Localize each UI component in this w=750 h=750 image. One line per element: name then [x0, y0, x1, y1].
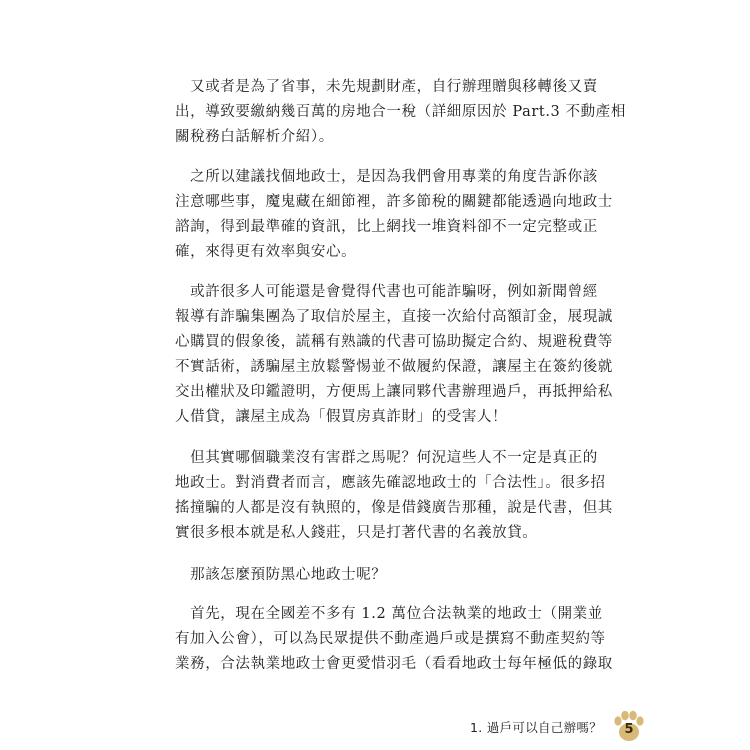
text-line: 注意哪些事，魔鬼藏在細節裡，許多節稅的關鍵都能透過向地政士: [175, 194, 613, 210]
text-line: 報導有詐騙集團為了取信於屋主，直接一次給付高額訂金，展現誠: [175, 309, 613, 325]
text-line: 不實話術，誘騙屋主放鬆警惕並不做履約保證，讓屋主在簽約後就: [175, 359, 613, 375]
text-line: 人借貸，讓屋主成為「假買房真詐財」的受害人！: [175, 409, 508, 425]
text-line: 有加入公會），可以為民眾提供不動產過戶或是撰寫不動產契約等: [175, 631, 606, 647]
chapter-title: 1. 過戶可以自己辦嗎？: [470, 720, 602, 735]
text-line: 心購買的假象後，謊稱有熟識的代書可協助擬定合約、規避稅費等: [175, 334, 613, 350]
text-line: 首先，現在全國差不多有 1.2 萬位合法執業的地政士（開業並: [175, 606, 603, 622]
page-number: 5: [624, 722, 634, 737]
page-footer: [470, 710, 646, 744]
text-line: 實很多根本就是私人錢莊，只是打著代書的名義放貸。: [175, 525, 538, 541]
text-line: 那該怎麼預防黑心地政士呢？: [175, 567, 387, 583]
text-line: 諮詢，得到最準確的資訊，比上網找一堆資料卻不一定完整或正: [175, 219, 598, 235]
text-line: 之所以建議找個地政士，是因為我們會用專業的角度告訴你該: [175, 169, 598, 185]
text-line: 確，來得更有效率與安心。: [175, 244, 357, 260]
text-line: 關稅務白話解析介紹）。: [175, 129, 334, 145]
text-line: 搖撞騙的人都是沒有執照的，像是借錢廣告那種，說是代書，但其: [175, 500, 613, 516]
text-line: 或許很多人可能還是會覺得代書也可能詐騙呀，例如新聞曾經: [175, 284, 598, 300]
text-line: 地政士。對消費者而言，應該先確認地政士的「合法性」。很多招: [175, 475, 606, 491]
text-line: 出，導致要繳納幾百萬的房地合一稅（詳細原因於 Part.3 不動產相: [175, 104, 626, 120]
text-line: 又或者是為了省事，未先規劃財產，自行辦理贈與移轉後又賣: [175, 79, 598, 95]
text-line: 但其實哪個職業沒有害群之馬呢？何況這些人不一定是真正的: [175, 450, 598, 466]
text-line: 業務，合法執業地政士會更愛惜羽毛（看看地政士每年極低的錄取: [175, 656, 613, 672]
page-number-badge: [612, 710, 646, 744]
text-line: 交出權狀及印鑑證明，方便馬上讓同夥代書辦理過戶，再抵押給私: [175, 384, 613, 400]
